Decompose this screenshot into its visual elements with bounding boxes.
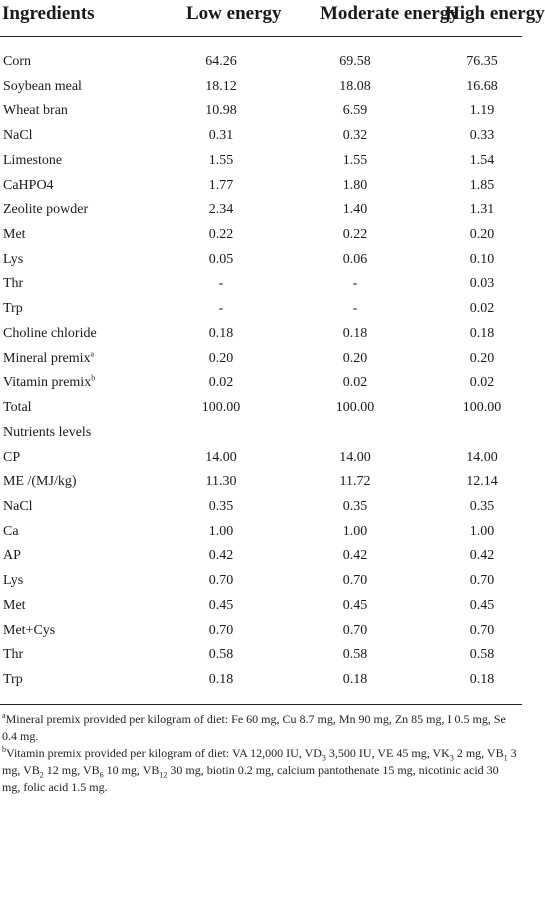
- cell-high-energy: [437, 469, 527, 494]
- cell-low-energy-text: 11.30: [205, 474, 237, 490]
- cell-high-energy-text: 0.35: [469, 498, 495, 514]
- cell-moderate-energy-text: 14.00: [339, 449, 371, 465]
- row-label-text: AP: [3, 548, 21, 564]
- cell-low-energy: [176, 123, 266, 148]
- cell-low-energy: [176, 395, 266, 420]
- row-label: [3, 494, 33, 519]
- cell-moderate-energy-text: -: [352, 276, 358, 292]
- cell-low-energy-text: 1.77: [208, 177, 234, 193]
- cell-high-energy-text: 1.54: [469, 152, 495, 168]
- cell-high-energy-text: 0.10: [469, 251, 495, 267]
- cell-high-energy: [437, 197, 527, 222]
- cell-moderate-energy: [310, 222, 400, 247]
- cell-high-energy-text: 12.14: [466, 474, 498, 490]
- footnote-b-sub: 12: [159, 770, 168, 780]
- cell-low-energy: [176, 247, 266, 272]
- header-low-energy: Low energy: [186, 3, 282, 24]
- row-label-text: Nutrients levels: [3, 424, 92, 440]
- cell-low-energy: [176, 98, 266, 123]
- table-row: [0, 74, 522, 99]
- table-row: [0, 618, 522, 643]
- footnote-a-marker: a: [2, 711, 6, 720]
- table-row: [0, 667, 522, 692]
- cell-moderate-energy: [310, 296, 400, 321]
- cell-moderate-energy: [310, 593, 400, 618]
- cell-high-energy-text: 0.58: [469, 647, 495, 663]
- table-row: [0, 395, 522, 420]
- table-row: [0, 519, 522, 544]
- table-row: [0, 593, 522, 618]
- row-label-text: ME /(MJ/kg): [3, 474, 77, 490]
- row-label-text: Thr: [3, 647, 24, 663]
- cell-high-energy: [437, 543, 527, 568]
- cell-high-energy-text: 0.18: [469, 672, 495, 687]
- cell-moderate-energy: [310, 74, 400, 99]
- table-row: [0, 197, 522, 222]
- cell-high-energy-text: 0.45: [469, 597, 495, 613]
- cell-high-energy-text: 0.42: [469, 548, 495, 564]
- cell-high-energy-text: 14.00: [466, 449, 498, 465]
- cell-moderate-energy: [310, 543, 400, 568]
- cell-high-energy: [437, 49, 527, 74]
- row-label-text: Ca: [3, 523, 19, 539]
- cell-high-energy: [437, 123, 527, 148]
- table-row: [0, 543, 522, 568]
- cell-moderate-energy: [310, 445, 400, 470]
- cell-moderate-energy-text: 0.06: [342, 251, 368, 267]
- cell-moderate-energy-text: 0.18: [342, 672, 368, 687]
- cell-high-energy: [437, 494, 527, 519]
- row-label: [3, 445, 20, 470]
- row-label-text: Wheat bran: [3, 103, 68, 119]
- table-row: [0, 420, 522, 445]
- cell-moderate-energy: [310, 370, 400, 395]
- cell-low-energy-text: 18.12: [205, 78, 237, 94]
- table-row: [0, 222, 522, 247]
- row-label: [3, 568, 23, 593]
- footnote-b-text: 12 mg, VB: [43, 763, 100, 777]
- table-row: [0, 642, 522, 667]
- cell-high-energy: [437, 395, 527, 420]
- cell-high-energy-text: 0.02: [469, 375, 495, 391]
- cell-moderate-energy: [310, 271, 400, 296]
- footnote-marker: b: [91, 373, 96, 383]
- row-label-text: Met: [3, 227, 26, 243]
- cell-low-energy-text: 0.35: [208, 498, 234, 514]
- footnote-b-text: 10 mg, VB: [103, 763, 160, 777]
- cell-high-energy: [437, 445, 527, 470]
- footnote-b-sub: 2: [39, 770, 44, 780]
- cell-high-energy: [437, 593, 527, 618]
- row-label-text: CP: [3, 449, 21, 465]
- cell-moderate-energy-text: 1.40: [342, 202, 368, 218]
- cell-high-energy: [437, 346, 527, 371]
- row-label-text: Lys: [3, 573, 24, 589]
- footnote-a: [2, 711, 518, 745]
- footnote-b: [2, 745, 518, 796]
- cell-high-energy-text: 0.33: [469, 128, 495, 144]
- cell-low-energy: [176, 296, 266, 321]
- cell-high-energy-text: 16.68: [466, 78, 498, 94]
- cell-high-energy-text: 0.03: [469, 276, 495, 292]
- cell-low-energy-text: 14.00: [205, 449, 237, 465]
- cell-moderate-energy: [310, 346, 400, 371]
- cell-high-energy-text: 0.70: [469, 573, 495, 589]
- row-label-text: Lys: [3, 251, 24, 267]
- cell-high-energy: [437, 519, 527, 544]
- table-row: [0, 123, 522, 148]
- header-ingredients: Ingredients: [2, 3, 95, 24]
- cell-moderate-energy-text: 0.45: [342, 597, 368, 613]
- cell-low-energy: [176, 642, 266, 667]
- cell-moderate-energy-text: 0.58: [342, 647, 368, 663]
- cell-moderate-energy: [310, 321, 400, 346]
- cell-moderate-energy-text: 0.02: [342, 375, 368, 391]
- cell-high-energy: [437, 271, 527, 296]
- cell-high-energy-text: 0.70: [469, 622, 495, 638]
- row-label: [3, 49, 31, 74]
- cell-low-energy: [176, 197, 266, 222]
- cell-low-energy-text: 2.34: [208, 202, 234, 218]
- cell-low-energy-text: 0.58: [208, 647, 234, 663]
- table-row: [0, 49, 522, 74]
- cell-high-energy: [437, 642, 527, 667]
- header-high-energy: High energy: [445, 3, 545, 24]
- cell-low-energy: [176, 148, 266, 173]
- cell-moderate-energy: [310, 148, 400, 173]
- cell-low-energy-text: 0.02: [208, 375, 234, 391]
- row-label: [3, 395, 32, 420]
- cell-moderate-energy: [310, 247, 400, 272]
- table-row: [0, 296, 522, 321]
- cell-moderate-energy-text: 0.18: [342, 325, 368, 341]
- cell-high-energy: [437, 173, 527, 198]
- cell-low-energy: [176, 667, 266, 692]
- cell-moderate-energy-text: 11.72: [339, 474, 371, 490]
- table-bottom-rule: [0, 704, 522, 705]
- table-row: [0, 469, 522, 494]
- cell-high-energy-text: 0.18: [469, 325, 495, 341]
- cell-low-energy: [176, 321, 266, 346]
- cell-moderate-energy: [310, 519, 400, 544]
- footnote-b-sub: 1: [503, 753, 508, 763]
- cell-low-energy-text: 100.00: [201, 400, 241, 416]
- table-row: [0, 321, 522, 346]
- table-row: [0, 568, 522, 593]
- cell-high-energy-text: 1.85: [469, 177, 495, 193]
- row-label-text: NaCl: [3, 498, 33, 514]
- cell-low-energy: [176, 445, 266, 470]
- table-row: [0, 98, 522, 123]
- row-label: [3, 420, 91, 445]
- cell-moderate-energy-text: 0.70: [342, 622, 368, 638]
- cell-low-energy: [176, 494, 266, 519]
- cell-low-energy: [176, 271, 266, 296]
- cell-moderate-energy-text: 1.55: [342, 152, 368, 168]
- cell-low-energy-text: 64.26: [205, 54, 237, 69]
- row-label-text: Met: [3, 597, 26, 613]
- cell-low-energy: [176, 543, 266, 568]
- row-label-text: CaHPO4: [3, 177, 54, 193]
- cell-low-energy-text: 0.05: [208, 251, 234, 267]
- row-label: [3, 173, 54, 198]
- row-label-text: Thr: [3, 276, 24, 292]
- cell-moderate-energy-text: 0.32: [342, 128, 368, 144]
- cell-moderate-energy-text: 0.70: [342, 573, 368, 589]
- cell-low-energy-text: 1.55: [208, 152, 234, 168]
- table-row: [0, 494, 522, 519]
- row-label: [3, 469, 77, 494]
- cell-high-energy-text: 1.19: [469, 103, 495, 119]
- row-label: [3, 346, 94, 371]
- row-label: [3, 593, 26, 618]
- row-label-text: Vitamin premix: [3, 375, 92, 391]
- cell-moderate-energy-text: 0.42: [342, 548, 368, 564]
- cell-moderate-energy: [310, 173, 400, 198]
- table-row: [0, 271, 522, 296]
- cell-high-energy: [437, 568, 527, 593]
- table-row: [0, 173, 522, 198]
- cell-low-energy-text: 0.45: [208, 597, 234, 613]
- cell-low-energy: [176, 568, 266, 593]
- row-label: [3, 98, 68, 123]
- cell-high-energy-text: 0.02: [469, 301, 495, 317]
- table-row: [0, 346, 522, 371]
- cell-moderate-energy-text: 69.58: [339, 54, 371, 69]
- cell-low-energy-text: -: [218, 276, 224, 292]
- header-moderate-energy: Moderate energy: [320, 3, 459, 24]
- row-label-text: Mineral premix: [3, 350, 91, 366]
- cell-high-energy-text: 100.00: [462, 400, 502, 416]
- row-label-text: Total: [3, 400, 32, 416]
- table-row: [0, 445, 522, 470]
- cell-moderate-energy: [310, 642, 400, 667]
- footnote-b-text: Vitamin premix provided per kilogram of diet: VA 12,000 IU, VD: [6, 746, 322, 760]
- row-label-text: NaCl: [3, 128, 33, 144]
- cell-moderate-energy: [310, 395, 400, 420]
- table-row: [0, 148, 522, 173]
- cell-low-energy-text: 0.18: [208, 325, 234, 341]
- row-label: [3, 296, 23, 321]
- cell-low-energy-text: 0.42: [208, 548, 234, 564]
- row-label-text: Trp: [3, 672, 23, 687]
- row-label-text: Corn: [3, 54, 31, 69]
- cell-moderate-energy-text: 0.20: [342, 350, 368, 366]
- row-label: [3, 271, 23, 296]
- row-label-text: Zeolite powder: [3, 202, 89, 218]
- row-label-text: Met+Cys: [3, 622, 56, 638]
- cell-moderate-energy-text: 1.80: [342, 177, 368, 193]
- cell-high-energy: [437, 74, 527, 99]
- footnote-b-sub: 3: [449, 753, 454, 763]
- cell-moderate-energy-text: -: [352, 301, 358, 317]
- cell-moderate-energy: [310, 494, 400, 519]
- row-label-text: Choline chloride: [3, 325, 97, 341]
- cell-high-energy: [437, 618, 527, 643]
- table-row: [0, 247, 522, 272]
- cell-high-energy: [437, 667, 527, 692]
- footnote-b-text: 2 mg, VB: [453, 746, 504, 760]
- footnote-b-text: 3,500 IU, VE 45 mg, VK: [325, 746, 450, 760]
- table-header: [0, 0, 545, 37]
- cell-low-energy-text: 0.31: [208, 128, 234, 144]
- footnote-b-sub: 3: [321, 753, 326, 763]
- cell-low-energy-text: 0.70: [208, 573, 234, 589]
- cell-high-energy-text: 1.00: [469, 523, 495, 539]
- cell-low-energy-text: 0.22: [208, 227, 234, 243]
- row-label: [3, 74, 82, 99]
- row-label: [3, 321, 97, 346]
- row-label-text: Limestone: [3, 152, 63, 168]
- cell-low-energy: [176, 49, 266, 74]
- cell-moderate-energy-text: 1.00: [342, 523, 368, 539]
- row-label: [3, 123, 33, 148]
- cell-moderate-energy-text: 0.35: [342, 498, 368, 514]
- cell-moderate-energy-text: 0.22: [342, 227, 368, 243]
- cell-moderate-energy: [310, 197, 400, 222]
- row-label: [3, 370, 95, 395]
- row-label-text: Trp: [3, 301, 23, 317]
- cell-low-energy-text: 0.18: [208, 672, 234, 687]
- cell-high-energy: [437, 321, 527, 346]
- cell-moderate-energy: [310, 618, 400, 643]
- cell-high-energy: [437, 148, 527, 173]
- footnote-marker: a: [90, 348, 95, 358]
- cell-moderate-energy-text: 18.08: [339, 78, 371, 94]
- row-label: [3, 667, 23, 692]
- cell-high-energy-text: 0.20: [469, 350, 495, 366]
- footnote-b-sub: 6: [99, 770, 104, 780]
- cell-high-energy-text: 76.35: [466, 54, 498, 69]
- cell-low-energy: [176, 593, 266, 618]
- row-label: [3, 247, 23, 272]
- cell-high-energy: [437, 222, 527, 247]
- cell-moderate-energy: [310, 568, 400, 593]
- cell-moderate-energy: [310, 123, 400, 148]
- cell-low-energy-text: 10.98: [205, 103, 237, 119]
- row-label: [3, 197, 88, 222]
- cell-low-energy: [176, 173, 266, 198]
- row-label: [3, 642, 23, 667]
- cell-low-energy: [176, 519, 266, 544]
- row-label: [3, 222, 26, 247]
- cell-low-energy-text: 0.20: [208, 350, 234, 366]
- cell-low-energy: [176, 618, 266, 643]
- cell-moderate-energy: [310, 98, 400, 123]
- footnotes: [2, 711, 518, 796]
- cell-low-energy: [176, 469, 266, 494]
- footnote-b-marker: b: [2, 745, 6, 754]
- row-label: [3, 519, 19, 544]
- cell-high-energy: [437, 296, 527, 321]
- cell-moderate-energy-text: 100.00: [335, 400, 375, 416]
- cell-high-energy-text: 1.31: [469, 202, 495, 218]
- row-label: [3, 148, 62, 173]
- row-label-text: Soybean meal: [3, 78, 82, 94]
- cell-low-energy: [176, 370, 266, 395]
- footnote-b-text: 3 mg, VB: [2, 746, 517, 777]
- cell-low-energy-text: 0.70: [208, 622, 234, 638]
- cell-low-energy: [176, 346, 266, 371]
- footnote-b-text: 30 mg, biotin 0.2 mg, calcium pantothenate 15 mg, nicotinic acid 30 mg, folic acid 1.5 mg.: [2, 763, 499, 794]
- cell-low-energy: [176, 74, 266, 99]
- cell-moderate-energy-text: 6.59: [342, 103, 368, 119]
- cell-high-energy: [437, 98, 527, 123]
- cell-low-energy-text: 1.00: [208, 523, 234, 539]
- cell-moderate-energy: [310, 667, 400, 692]
- cell-high-energy-text: 0.20: [469, 227, 495, 243]
- cell-moderate-energy: [310, 469, 400, 494]
- cell-high-energy: [437, 370, 527, 395]
- cell-low-energy-text: -: [218, 301, 224, 317]
- footnote-a-text: Mineral premix provided per kilogram of diet: Fe 60 mg, Cu 8.7 mg, Mn 90 mg, Zn 85 mg, I 0.5 mg, Se 0.4 mg.: [2, 712, 506, 743]
- cell-high-energy: [437, 247, 527, 272]
- cell-low-energy: [176, 222, 266, 247]
- row-label: [3, 543, 21, 568]
- table-row: [0, 370, 522, 395]
- row-label: [3, 618, 55, 643]
- cell-moderate-energy: [310, 49, 400, 74]
